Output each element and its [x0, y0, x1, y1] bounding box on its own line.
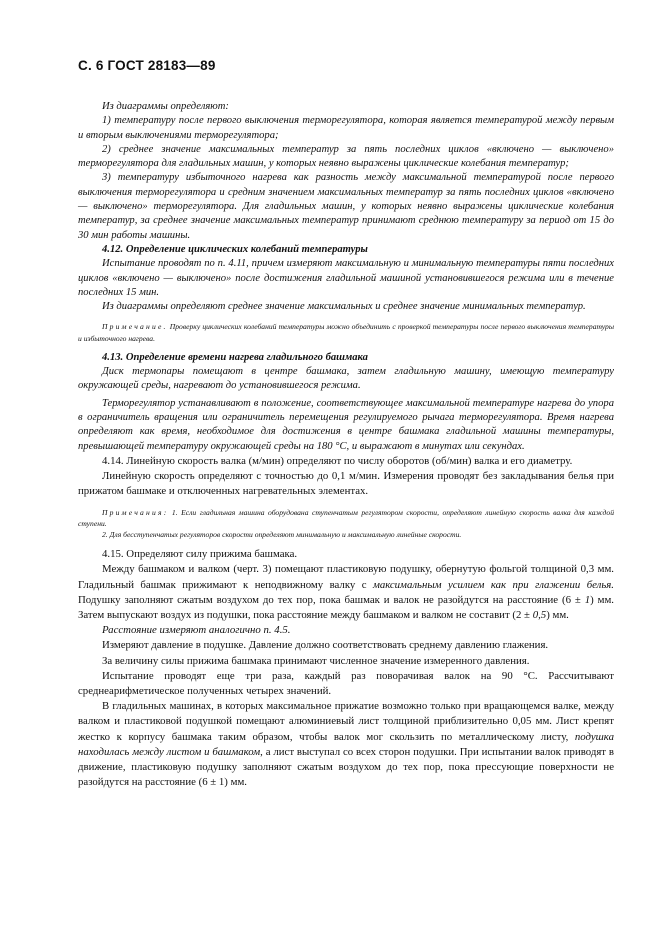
note-label: Примечание.	[102, 322, 168, 332]
paragraph-distance: Расстояние измеряют аналогично п. 4.5.	[102, 624, 291, 637]
section-heading-4-13: 4.13. Определение времени нагрева гладильного башмака	[102, 351, 368, 363]
paragraph-4-15: 4.15. Определяют силу прижима башмака.	[102, 548, 298, 561]
paragraph-4-14-accuracy: Линейную скорость определяют с точностью до 0,1 м/мин. Измерения проводят без закладывания белья при прижатом башмаке и отключенных нагревательных элементах.	[78, 470, 614, 498]
text-run: ) мм. Затем выпускают воздух из подушки, пока расстояние между башмаком и валком не составит (2 ±	[78, 593, 614, 621]
text-run-italic: 0,5	[532, 608, 547, 621]
paragraph-4-15-pillow	[78, 562, 614, 623]
paragraph-item-2: 2) среднее значение максимальных температур за пять последних циклов «включено — выключено» терморегулятора для гладильных машин, у которых неявно выражены циклические колебания температур;	[78, 143, 614, 170]
notes-label: Примечания:	[102, 507, 169, 517]
note-4-14-1	[78, 507, 614, 529]
note-4-14-2: 2. Для бесступенчатых регуляторов скорости определяют минимальную и максимальную линейные скорости.	[102, 529, 462, 539]
text-run: ) мм.	[546, 608, 569, 621]
paragraph-item-3: 3) температуру избыточного нагрева как разность между максимальной температурой после первого выключения терморегулятора и средним значением максимальных температур за пять последних циклов «включено — выключено» терморегулятора. Для гладильных машин, у которых неявно выражены циклические колебания температур, за среднее значение максимальных температур принимают среднюю температуру за период от 15 до 30 мин работы машины.	[78, 172, 614, 241]
paragraph-repeat: Испытание проводят еще три раза, каждый раз поворачивая валок на 90 °С. Рассчитывают среднеарифметическое полученных четырех значений.	[78, 669, 614, 697]
text-run-italic: максимальным усилием как при глажении белья.	[372, 578, 614, 591]
paragraph-pressure: Измеряют давление в подушке. Давление должно соответствовать среднему давлению глажения.	[102, 639, 549, 652]
paragraph-4-12-test: Испытание проводят по п. 4.11, причем измеряют максимальную и минимальную температуры пяти последних циклов «включено — выключено» после достижения гладильной машиной установившегося режима или в течение последних 15 мин.	[78, 258, 614, 298]
paragraph-4-13-thermostat: Терморегулятор устанавливают в положение, соответствующее максимальной температуре нагрева до упора в ограничитель вращения или ограничитель перемещения регулируемого рычага терморегулятора. Время нагрева определяют как время, необходимое для достижения в центре башмака гладильной машины температуры, превышающей температуру окружающей среды на 180 °С, и выражают в минутах или секундах.	[78, 397, 614, 452]
paragraph-4-13-disk: Диск термопары помещают в центре башмака, затем гладильную машину, имеющую температуру окружающей среды, нагревают до установившегося режима.	[78, 366, 614, 392]
text-run: В гладильных машинах, в которых максимальное прижатие возможно только при вращающемся валке, между валком и пластиковой подушкой помещают алюминиевый лист толщиной приблизительно 0,05 мм. Лист крепят жестко к корпусу башмака таким образом, чтобы валок мог скользить по металлическому листу,	[78, 700, 614, 743]
paragraph-4-14: 4.14. Линейную скорость валка (м/мин) определяют по числу оборотов (об/мин) валка и его диаметру.	[102, 454, 573, 467]
document-page	[78, 58, 614, 790]
paragraph-force: За величину силы прижима башмака принимают численное значение измеренного давления.	[102, 654, 530, 667]
note-4-12	[78, 321, 614, 343]
page-header: С. 6 ГОСТ 28183—89	[78, 58, 216, 73]
note-text-1: 1. Если гладильная машина оборудована ступенчатым регулятором скорости, определяют линейную скорость валка для каждой ступени.	[78, 507, 614, 528]
section-heading-4-12: 4.12. Определение циклических колебаний температуры	[102, 243, 368, 255]
paragraph-item-1: 1) температуру после первого выключения терморегулятора, которая является температурой между первым и вторым выключениями терморегулятора;	[78, 115, 614, 141]
paragraph-rotating-roller	[78, 699, 614, 790]
paragraph-4-12-diagram: Из диаграммы определяют среднее значение максимальных и среднее значение минимальных температур.	[102, 301, 586, 313]
note-text: Проверку циклических колебаний температуры можно объединить с проверкой температуры после первого выключения температуры и избыточного нагрева.	[78, 322, 614, 343]
text-run-italic: подушка находилась между листом и башмаком	[78, 730, 614, 758]
text-run: Между башмаком и валком (черт. 3) помещают пластиковую подушку, обернутую фольгой толщиной 0,3 мм. Гладильный башмак прижимают к неподвижному валку с	[78, 563, 614, 591]
paragraph-intro: Из диаграммы определяют:	[102, 101, 229, 112]
text-run: , а лист выступал со всех сторон подушки. При испытании валок приводят в движение, пластиковую подушку заполняют сжатым воздухом до тех пор, пока прессующие поверхности не разойдутся на расстояние (6 ± 1) мм.	[78, 745, 614, 789]
text-run-italic: 1	[584, 593, 591, 606]
text-run: Подушку заполняют сжатым воздухом до тех пор, пока башмак и валок не разойдутся на расстояние (6 ±	[78, 593, 585, 606]
